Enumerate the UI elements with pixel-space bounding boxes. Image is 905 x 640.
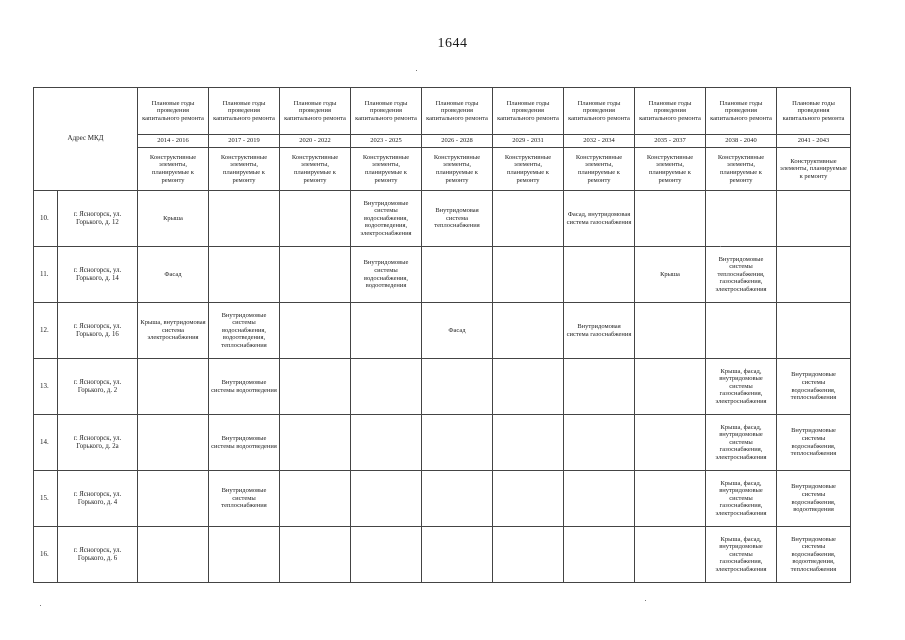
repair-elements-cell: Крыша (138, 191, 209, 247)
repair-elements-cell (209, 191, 280, 247)
repair-elements-cell: Фасад (422, 303, 493, 359)
repair-elements-cell: Крыша, фасад, внутридомовые системы газоснабжения, электроснабжения (706, 415, 777, 471)
repair-elements-cell: Внутридомовые системы теплоснабжения (209, 471, 280, 527)
repair-elements-cell (422, 471, 493, 527)
row-address: г. Ясногорск, ул. Горького, д. 4 (58, 471, 138, 527)
elements-header: Конструктивные элементы, планируемые к ремонту (280, 148, 351, 191)
repair-elements-cell: Внутридомовые системы водоснабжения, водоотведения, электроснабжения (351, 191, 422, 247)
row-address: г. Ясногорск, ул. Горького, д. 2 (58, 359, 138, 415)
repair-elements-cell (564, 471, 635, 527)
row-number: 11. (34, 247, 58, 303)
period-title-header: Плановые годы проведения капитального ремонта (138, 88, 209, 135)
period-years: 2041 - 2043 (777, 135, 851, 148)
repair-elements-cell (635, 415, 706, 471)
repair-elements-cell (564, 415, 635, 471)
elements-header: Конструктивные элементы, планируемые к ремонту (493, 148, 564, 191)
repair-elements-cell (138, 359, 209, 415)
row-address: г. Ясногорск, ул. Горького, д. 2а (58, 415, 138, 471)
repair-elements-cell (280, 527, 351, 583)
address-column-header: Адрес МКД (34, 88, 138, 191)
repair-elements-cell (351, 415, 422, 471)
table-row (34, 471, 851, 527)
row-number: 14. (34, 415, 58, 471)
period-title-header: Плановые годы проведения капитального ремонта (493, 88, 564, 135)
repair-elements-cell (209, 527, 280, 583)
table-row (34, 415, 851, 471)
period-years: 2035 - 2037 (635, 135, 706, 148)
repair-elements-cell (209, 247, 280, 303)
elements-header: Конструктивные элементы, планируемые к ремонту (209, 148, 280, 191)
period-years: 2038 - 2040 (706, 135, 777, 148)
period-years-row (34, 135, 851, 148)
repair-elements-cell: Внутридомовые системы водоснабжения, водоотведения, теплоснабжения (777, 527, 851, 583)
table-row (34, 303, 851, 359)
elements-header: Конструктивные элементы, планируемые к ремонту (564, 148, 635, 191)
elements-header-row (34, 148, 851, 191)
row-address: г. Ясногорск, ул. Горького, д. 16 (58, 303, 138, 359)
repair-elements-cell: Фасад (138, 247, 209, 303)
repair-elements-cell: Крыша, фасад, внутридомовые системы газоснабжения, электроснабжения (706, 471, 777, 527)
repair-elements-cell: Крыша (635, 247, 706, 303)
repair-elements-cell (493, 303, 564, 359)
repair-elements-cell: Внутридомовая система газоснабжения (564, 303, 635, 359)
period-title-header: Плановые годы проведения капитального ремонта (706, 88, 777, 135)
repair-elements-cell: Фасад, внутридомовая система газоснабжения (564, 191, 635, 247)
repair-elements-cell (635, 359, 706, 415)
repair-elements-cell: Внутридомовая система теплоснабжения (422, 191, 493, 247)
repair-elements-cell (351, 471, 422, 527)
repair-elements-cell (706, 191, 777, 247)
scan-speck (416, 70, 417, 71)
repair-elements-cell: Внутридомовые системы водоснабжения, теплоснабжения (777, 359, 851, 415)
repair-elements-cell: Внутридомовые системы теплоснабжения, газоснабжения, электроснабжения (706, 247, 777, 303)
repair-elements-cell (564, 527, 635, 583)
capital-repair-table (33, 87, 851, 583)
period-years: 2020 - 2022 (280, 135, 351, 148)
repair-elements-cell: Внутридомовые системы водоснабжения, водоотведения (351, 247, 422, 303)
period-years: 2026 - 2028 (422, 135, 493, 148)
repair-elements-cell: Крыша, внутридомовая система электроснабжения (138, 303, 209, 359)
repair-elements-cell (493, 415, 564, 471)
period-title-header: Плановые годы проведения капитального ремонта (635, 88, 706, 135)
repair-elements-cell (564, 247, 635, 303)
repair-elements-cell (280, 303, 351, 359)
scan-speck (645, 600, 646, 601)
repair-elements-cell (706, 303, 777, 359)
repair-elements-cell: Внутридомовые системы водоснабжения, водоотведения, теплоснабжения (209, 303, 280, 359)
elements-header: Конструктивные элементы, планируемые к ремонту (351, 148, 422, 191)
repair-elements-cell (138, 527, 209, 583)
repair-elements-cell (422, 247, 493, 303)
row-number: 12. (34, 303, 58, 359)
scan-speck (720, 246, 721, 247)
repair-elements-cell (493, 359, 564, 415)
repair-elements-cell (635, 471, 706, 527)
repair-elements-cell (280, 415, 351, 471)
row-address: г. Ясногорск, ул. Горького, д. 12 (58, 191, 138, 247)
repair-elements-cell (777, 191, 851, 247)
row-number: 13. (34, 359, 58, 415)
period-years: 2029 - 2031 (493, 135, 564, 148)
elements-header: Конструктивные элементы, планируемые к ремонту (422, 148, 493, 191)
row-address: г. Ясногорск, ул. Горького, д. 14 (58, 247, 138, 303)
row-address: г. Ясногорск, ул. Горького, д. 6 (58, 527, 138, 583)
repair-elements-cell (280, 191, 351, 247)
repair-elements-cell: Внутридомовые системы водоотведения (209, 359, 280, 415)
repair-elements-cell: Крыша, фасад, внутридомовые системы газоснабжения, электроснабжения (706, 359, 777, 415)
elements-header: Конструктивные элементы, планируемые к ремонту (138, 148, 209, 191)
repair-elements-cell (493, 191, 564, 247)
repair-elements-cell (493, 471, 564, 527)
elements-header: Конструктивные элементы, планируемые к ремонту (706, 148, 777, 191)
period-title-header: Плановые годы проведения капитального ремонта (209, 88, 280, 135)
repair-elements-cell (138, 471, 209, 527)
repair-elements-cell (280, 471, 351, 527)
repair-elements-cell (493, 247, 564, 303)
period-years: 2032 - 2034 (564, 135, 635, 148)
repair-elements-cell (351, 303, 422, 359)
period-title-header: Плановые годы проведения капитального ремонта (280, 88, 351, 135)
table-row (34, 527, 851, 583)
repair-elements-cell (422, 359, 493, 415)
repair-elements-cell (280, 247, 351, 303)
page-number: 1644 (437, 36, 468, 51)
period-title-header: Плановые годы проведения капитального ремонта (351, 88, 422, 135)
table-row (34, 247, 851, 303)
table-row (34, 191, 851, 247)
elements-header: Конструктивные элементы, планируемые к ремонту (777, 148, 851, 191)
repair-elements-cell: Крыша, фасад, внутридомовые системы газоснабжения, электроснабжения (706, 527, 777, 583)
row-number: 15. (34, 471, 58, 527)
elements-header: Конструктивные элементы, планируемые к ремонту (635, 148, 706, 191)
repair-elements-cell: Внутридомовые системы водоотведения (209, 415, 280, 471)
repair-elements-cell: Внутридомовые системы водоснабжения, теплоснабжения (777, 415, 851, 471)
row-number: 16. (34, 527, 58, 583)
table-row (34, 359, 851, 415)
repair-elements-cell (777, 247, 851, 303)
repair-elements-cell (493, 527, 564, 583)
repair-elements-cell (635, 527, 706, 583)
period-title-header: Плановые годы проведения капитального ремонта (422, 88, 493, 135)
repair-elements-cell (635, 191, 706, 247)
repair-elements-cell (422, 415, 493, 471)
repair-elements-cell (422, 527, 493, 583)
repair-elements-cell (138, 415, 209, 471)
repair-elements-cell (351, 527, 422, 583)
repair-elements-cell (351, 359, 422, 415)
period-years: 2017 - 2019 (209, 135, 280, 148)
repair-elements-cell (777, 303, 851, 359)
repair-elements-cell (635, 303, 706, 359)
repair-elements-cell (280, 359, 351, 415)
period-years: 2014 - 2016 (138, 135, 209, 148)
repair-elements-cell: Внутридомовые системы водоснабжения, водоотведения (777, 471, 851, 527)
row-number: 10. (34, 191, 58, 247)
scan-speck (40, 605, 41, 606)
period-title-header: Плановые годы проведения капитального ремонта (777, 88, 851, 135)
repair-elements-cell (564, 359, 635, 415)
period-years: 2023 - 2025 (351, 135, 422, 148)
period-title-row (34, 88, 851, 135)
period-title-header: Плановые годы проведения капитального ремонта (564, 88, 635, 135)
